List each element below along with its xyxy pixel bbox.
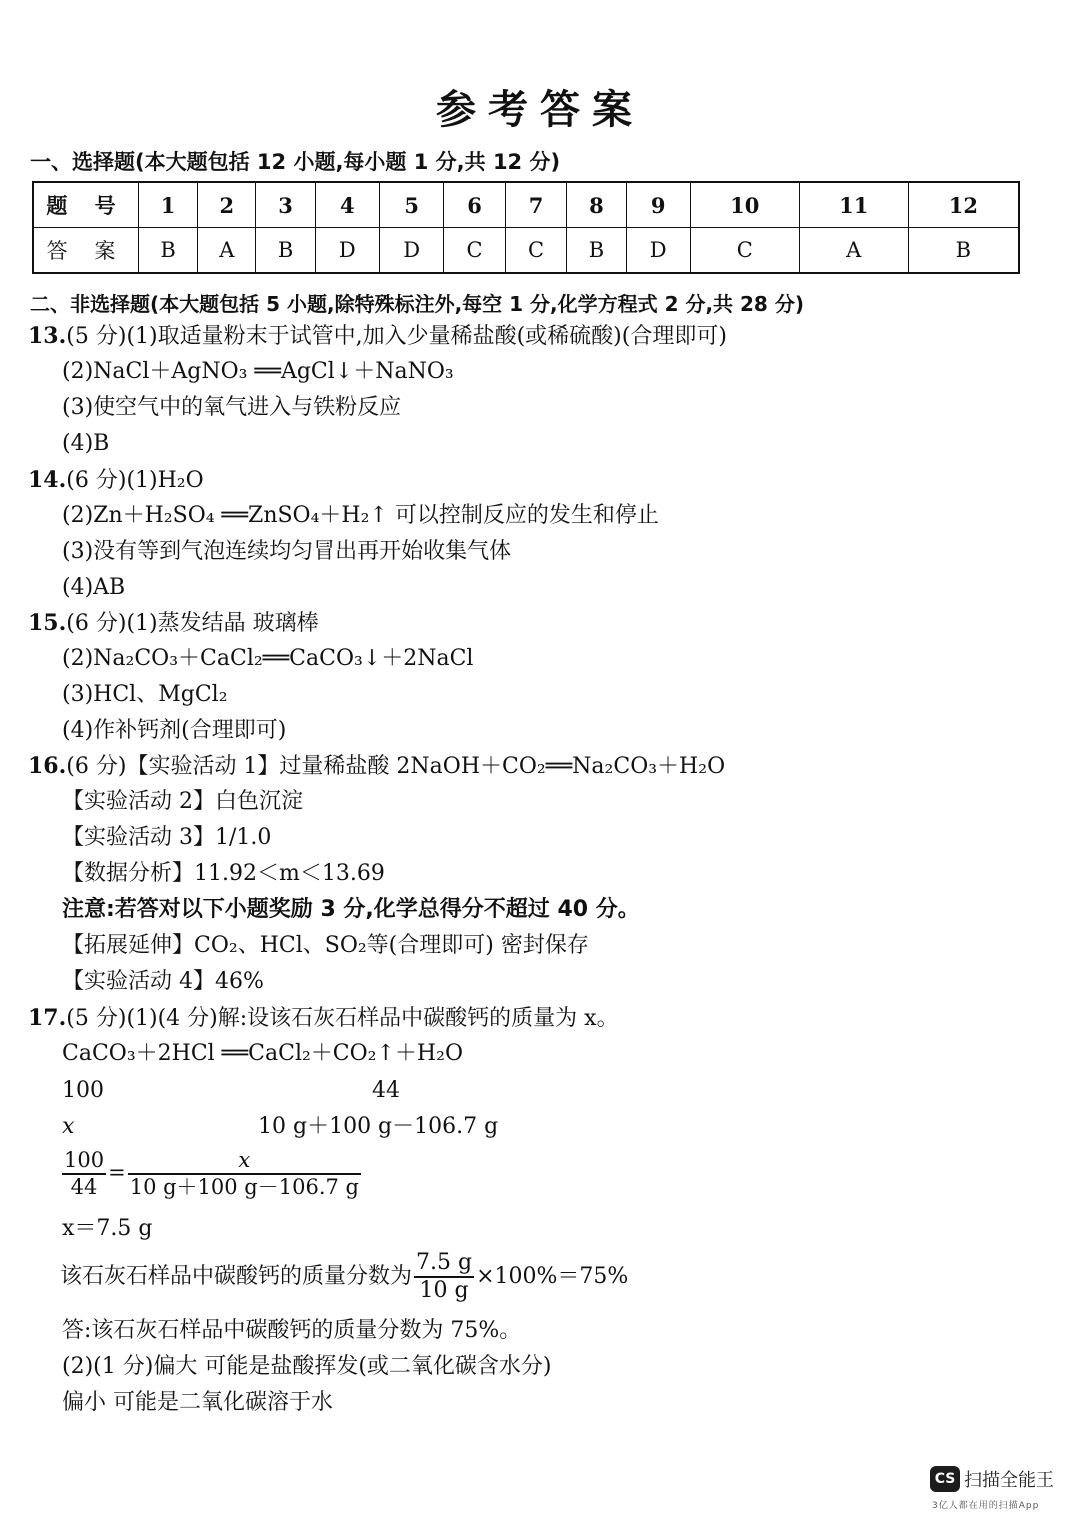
fraction-denominator: 10 g xyxy=(419,1278,469,1303)
table-cell-answer: C xyxy=(505,228,567,274)
q17-line-1 xyxy=(28,1007,619,1030)
q13-line-3: (3)使空气中的氧气进入与铁粉反应 xyxy=(62,395,402,420)
table-cell-answer: A xyxy=(198,228,256,274)
fraction xyxy=(414,1252,474,1302)
percent-suffix: ×100%＝75% xyxy=(476,1264,629,1289)
table-row-numbers xyxy=(33,182,1019,228)
q16-line-4: 【数据分析】11.92＜m＜13.69 xyxy=(62,861,385,886)
fraction-numerator: 100 xyxy=(62,1150,106,1175)
table-cell-answer: D xyxy=(626,228,690,274)
q16-line-3: 【实验活动 3】1/1.0 xyxy=(62,825,272,850)
scanner-logo-icon: CS xyxy=(930,1466,960,1492)
q16-line-5: 【拓展延伸】CO₂、HCl、SO₂等(合理即可) 密封保存 xyxy=(62,933,589,958)
table-cell-answer: D xyxy=(315,228,379,274)
fraction-numerator: 7.5 g xyxy=(414,1252,474,1278)
q17-ratio-left: 100 xyxy=(62,1078,104,1103)
fraction-numerator: x xyxy=(128,1150,361,1175)
fraction xyxy=(62,1150,106,1198)
q17-result: x＝7.5 g xyxy=(62,1216,153,1241)
table-cell-answer: B xyxy=(139,228,198,274)
table-cell-answer: B xyxy=(256,228,315,274)
question-number: 15. xyxy=(28,610,67,636)
q17-answer: 答:该石灰石样品中碳酸钙的质量分数为 75%。 xyxy=(62,1318,522,1343)
q17-unknown-left: x xyxy=(62,1114,75,1139)
q14-line-1 xyxy=(28,469,204,492)
question-number: 14. xyxy=(28,467,67,493)
q17-proportion xyxy=(60,1150,363,1198)
table-cell-number: 8 xyxy=(567,182,626,228)
q17-ratio-right: 44 xyxy=(372,1078,400,1103)
table-header-number: 题 号 xyxy=(33,182,139,228)
equals-sign: = xyxy=(108,1160,126,1185)
table-cell-answer: C xyxy=(690,228,799,274)
table-row-answers xyxy=(33,228,1019,274)
q16-line-6: 【实验活动 4】46% xyxy=(62,969,264,994)
q14-line-2: (2)Zn＋H₂SO₄ ══ZnSO₄＋H₂↑ 可以控制反应的发生和停止 xyxy=(62,503,659,528)
fraction-denominator: 10 g＋100 g－106.7 g xyxy=(129,1175,359,1199)
section1-heading: 一、选择题(本大题包括 12 小题,每小题 1 分,共 12 分) xyxy=(30,150,561,174)
q13-line-1 xyxy=(28,325,727,348)
answer-text: (6 分)【实验活动 1】过量稀盐酸 2NaOH＋CO₂══Na₂CO₃＋H₂O xyxy=(66,754,726,779)
answer-text: (6 分)(1)H₂O xyxy=(66,468,204,493)
table-cell-number: 10 xyxy=(690,182,799,228)
table-cell-number: 9 xyxy=(626,182,690,228)
table-header-answer: 答 案 xyxy=(33,228,139,274)
q13-line-4: (4)B xyxy=(62,431,110,456)
answer-text: (5 分)(1)(4 分)解:设该石灰石样品中碳酸钙的质量为 x。 xyxy=(66,1006,619,1031)
fraction-denominator: 44 xyxy=(70,1175,98,1199)
percent-prefix: 该石灰石样品中碳酸钙的质量分数为 xyxy=(60,1264,413,1289)
question-number: 16. xyxy=(28,753,67,779)
fraction xyxy=(128,1150,361,1198)
table-cell-number: 2 xyxy=(198,182,256,228)
page-title: 参考答案 xyxy=(436,87,644,133)
table-cell-answer: B xyxy=(567,228,626,274)
q16-line-2: 【实验活动 2】白色沉淀 xyxy=(62,789,303,814)
table-cell-answer: C xyxy=(444,228,506,274)
table-cell-number: 5 xyxy=(379,182,443,228)
table-cell-number: 11 xyxy=(799,182,908,228)
q17-percent xyxy=(60,1252,628,1302)
table-cell-number: 6 xyxy=(444,182,506,228)
question-number: 13. xyxy=(28,323,67,349)
q17-unknown-right: 10 g＋100 g－106.7 g xyxy=(258,1114,499,1139)
table-cell-number: 1 xyxy=(139,182,198,228)
table-cell-answer: A xyxy=(799,228,908,274)
answer-text: (6 分)(1)蒸发结晶 玻璃棒 xyxy=(66,611,319,636)
table-cell-number: 4 xyxy=(315,182,379,228)
q14-line-3: (3)没有等到气泡连续均匀冒出再开始收集气体 xyxy=(62,539,512,564)
question-number: 17. xyxy=(28,1005,67,1031)
table-cell-number: 7 xyxy=(505,182,567,228)
answer-text: (5 分)(1)取适量粉末于试管中,加入少量稀盐酸(或稀硫酸)(合理即可) xyxy=(66,324,727,349)
watermark-name: 扫描全能王 xyxy=(964,1470,1054,1491)
q17-line-3: 偏小 可能是二氧化碳溶于水 xyxy=(62,1390,333,1415)
table-cell-answer: D xyxy=(379,228,443,274)
answer-table xyxy=(32,181,1020,274)
table-cell-number: 3 xyxy=(256,182,315,228)
q16-bonus-note: 注意:若答对以下小题奖励 3 分,化学总得分不超过 40 分。 xyxy=(62,897,640,922)
q15-line-3: (3)HCl、MgCl₂ xyxy=(62,682,228,707)
q13-line-2: (2)NaCl＋AgNO₃ ══AgCl↓＋NaNO₃ xyxy=(62,359,454,384)
section2-heading: 二、非选择题(本大题包括 5 小题,除特殊标注外,每空 1 分,化学方程式 2 分,共 28 分) xyxy=(30,292,804,316)
q15-line-2: (2)Na₂CO₃＋CaCl₂══CaCO₃↓＋2NaCl xyxy=(62,646,474,671)
table-cell-number: 12 xyxy=(908,182,1019,228)
q16-line-1 xyxy=(28,755,725,778)
q14-line-4: (4)AB xyxy=(62,575,126,600)
watermark-subtitle: 3亿人都在用的扫描App xyxy=(932,1501,1040,1511)
q17-line-2: (2)(1 分)偏大 可能是盐酸挥发(或二氧化碳含水分) xyxy=(62,1354,552,1379)
q17-equation: CaCO₃＋2HCl ══CaCl₂＋CO₂↑＋H₂O xyxy=(62,1041,463,1066)
q15-line-4: (4)作补钙剂(合理即可) xyxy=(62,718,287,743)
table-cell-answer: B xyxy=(908,228,1019,274)
q15-line-1 xyxy=(28,612,319,635)
